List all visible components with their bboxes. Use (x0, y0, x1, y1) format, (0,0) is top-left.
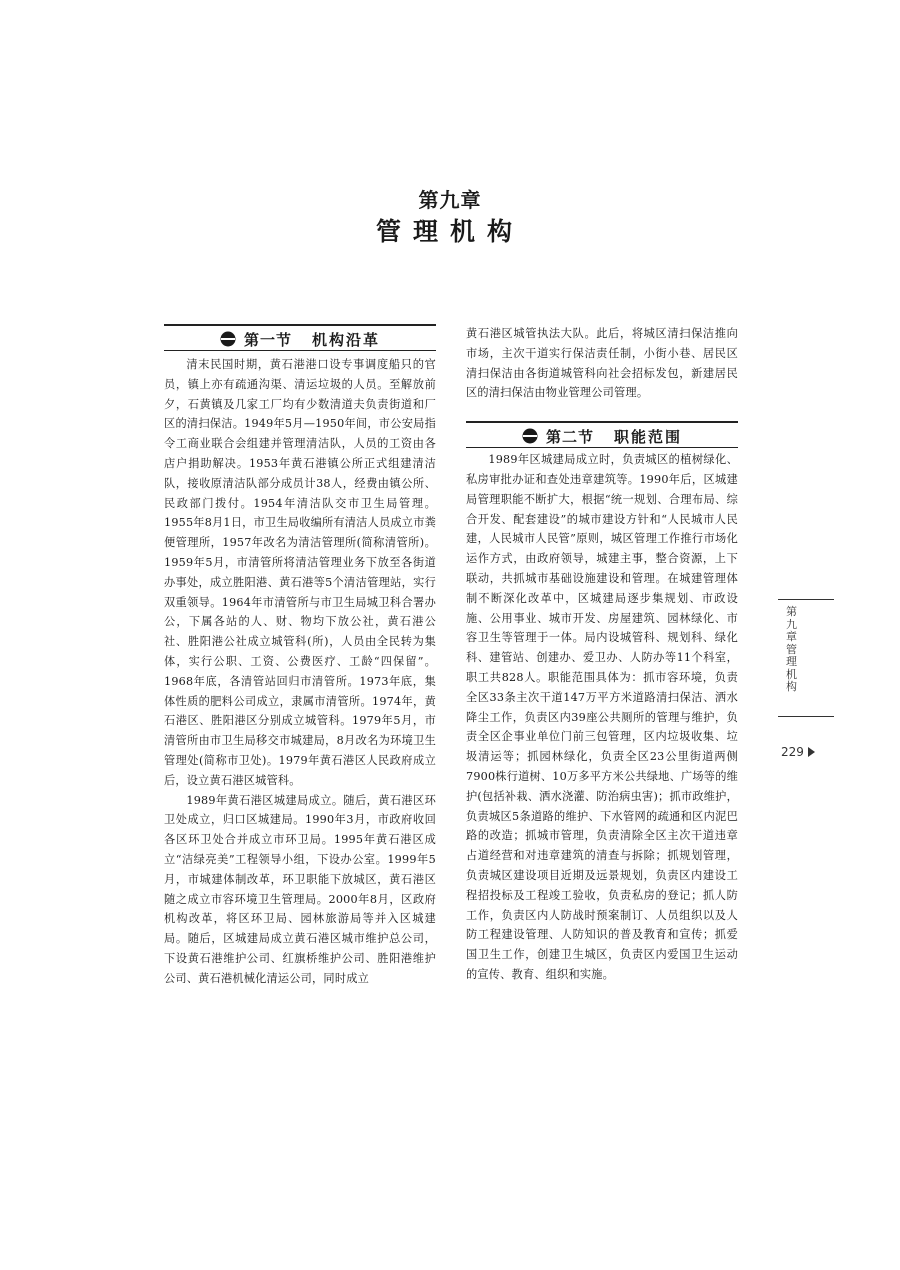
section-heading-2 (466, 421, 738, 448)
section-number: 第一节 (243, 330, 292, 349)
section-title: 职能范围 (614, 427, 683, 446)
chapter-number: 第九章 (418, 188, 482, 212)
page-number-text: 229 (781, 745, 804, 759)
section-title: 机构沿革 (312, 330, 381, 349)
paragraph-continued: 黄石港区城管执法大队。此后，将城区清扫保洁推向市场，主次干道实行保洁责任制，小街小巷、居民区清扫保洁由各街道城管科向社会招标发包，新建居民区的清扫保洁由物业管理公司管理。 (466, 327, 738, 400)
arrow-right-icon (808, 747, 815, 757)
chapter-title: 管理机构 (375, 217, 524, 246)
side-tab-text: 第九章 管理机构 (786, 605, 797, 693)
chapter-side-tab (778, 599, 834, 717)
paragraph: 1989年区城建局成立时，负责城区的植树绿化、私房审批办证和查处违章建筑等。1990年后，区城建局管理职能不断扩大，根据“统一规划、合理布局、综合开发、配套建设”的城市建设方针和“人民城市人民建，人民城市人民管”原则，城区管理工作推行市场化运作方式，由政府领导，城建主事，整合资源，上下联动，共抓城市基础设施建设和管理。在城建管理体制不断深化改革中，区城建局逐步集规划、市政设施、公用事业、城市开发、房屋建筑、园林绿化、市容卫生等管理于一体。局内设城管科、规划科、绿化科、建管站、创建办、爱卫办、人防办等11个科室，职工共828人。职能范围具体为：抓市容环境，负责全区33条主次干道147万平方米道路清扫保洁、洒水降尘工作，负责区内39座公共厕所的管理与维护，负责全区企事业单位门前三包管理，区内垃圾收集、垃圾清运等；抓园林绿化，负责全区23公里街道两侧7900株行道树、10万多平方米公共绿地、广场等的维护(包括补栽、洒水浇灌、防治病虫害)；抓市政维护，负责城区5条道路的维护、下水管网的疏通和区内泥巴路的改造；抓城市管理，负责清除全区主次干道违章占道经营和对违章建筑的清查与拆除；抓规划管理，负责城区建设项目近期及远景规划，负责区内建设工程招投标及工程竣工验收，负责私房的登记；抓人防工作，负责区内人防战时预案制订、人员组织以及人防工程建设管理、人防知识的普及教育和宣传；抓爱国卫生工作，创建卫生城区，负责区内爱国卫生运动的宣传、教育、组织和实施。 (466, 453, 738, 981)
section-marker-icon (220, 331, 236, 347)
right-column (466, 324, 738, 985)
section-heading-1 (164, 324, 436, 351)
section-marker-icon (522, 428, 538, 444)
paragraph: 清末民国时期，黄石港港口设专事调度船只的官员，镇上亦有疏通沟渠、清运垃圾的人员。至解放前夕，石黄镇及几家工厂均有少数清道夫负责街道和厂区的清扫保洁。1949年5月—1950年间，市公安局指令工商业联合会组建并管理清洁队，人员的工资由各店户捐助解决。1953年黄石港镇公所正式组建清洁队，接收原清洁队部分成员计38人，经费由镇公所、民政部门拨付。1954年清洁队交市卫生局管理。1955年8月1日，市卫生局收编所有清洁人员成立市粪便管理所，1957年改名为清洁管理所(简称清管所)。1959年5月，市清管所将清洁管理业务下放至各街道办事处，成立胜阳港、黄石港等5个清洁管理站，实行双重领导。1964年市清管所与市卫生局城卫科合署办公，下属各站的人、财、物均下放公社，黄石港公社、胜阳港公社成立城管科(所)，人员由全民转为集体，实行公职、工资、公费医疗、工龄“四保留”。1968年底，各清管站回归市清管所。1973年底，集体性质的肥料公司成立，隶属市清管所。1974年，黄石港区、胜阳港区分别成立城管科。1979年5月，市清管所由市卫生局移交市城建局，8月改名为环境卫生管理处(简称市卫处)。1979年黄石港区人民政府成立后，设立黄石港区城管科。 (164, 358, 436, 787)
page-number (781, 745, 815, 759)
left-column (164, 324, 436, 989)
section-number: 第二节 (545, 427, 594, 446)
paragraph: 1989年黄石港区城建局成立。随后，黄石港区环卫处成立，归口区城建局。1990年3月，市政府收回各区环卫处合并成立市环卫局。1995年黄石港区成立“洁绿亮美”工程领导小组，下设办公室。1999年5月，市城建体制改革，环卫职能下放城区，黄石港区随之成立市容环境卫生管理局。2000年8月，区政府机构改革，将区环卫局、园林旅游局等并入区城建局。随后，区城建局成立黄石港区城市维护总公司，下设黄石港维护公司、红旗桥维护公司、胜阳港维护公司、黄石港机械化清运公司，同时成立 (164, 793, 436, 985)
